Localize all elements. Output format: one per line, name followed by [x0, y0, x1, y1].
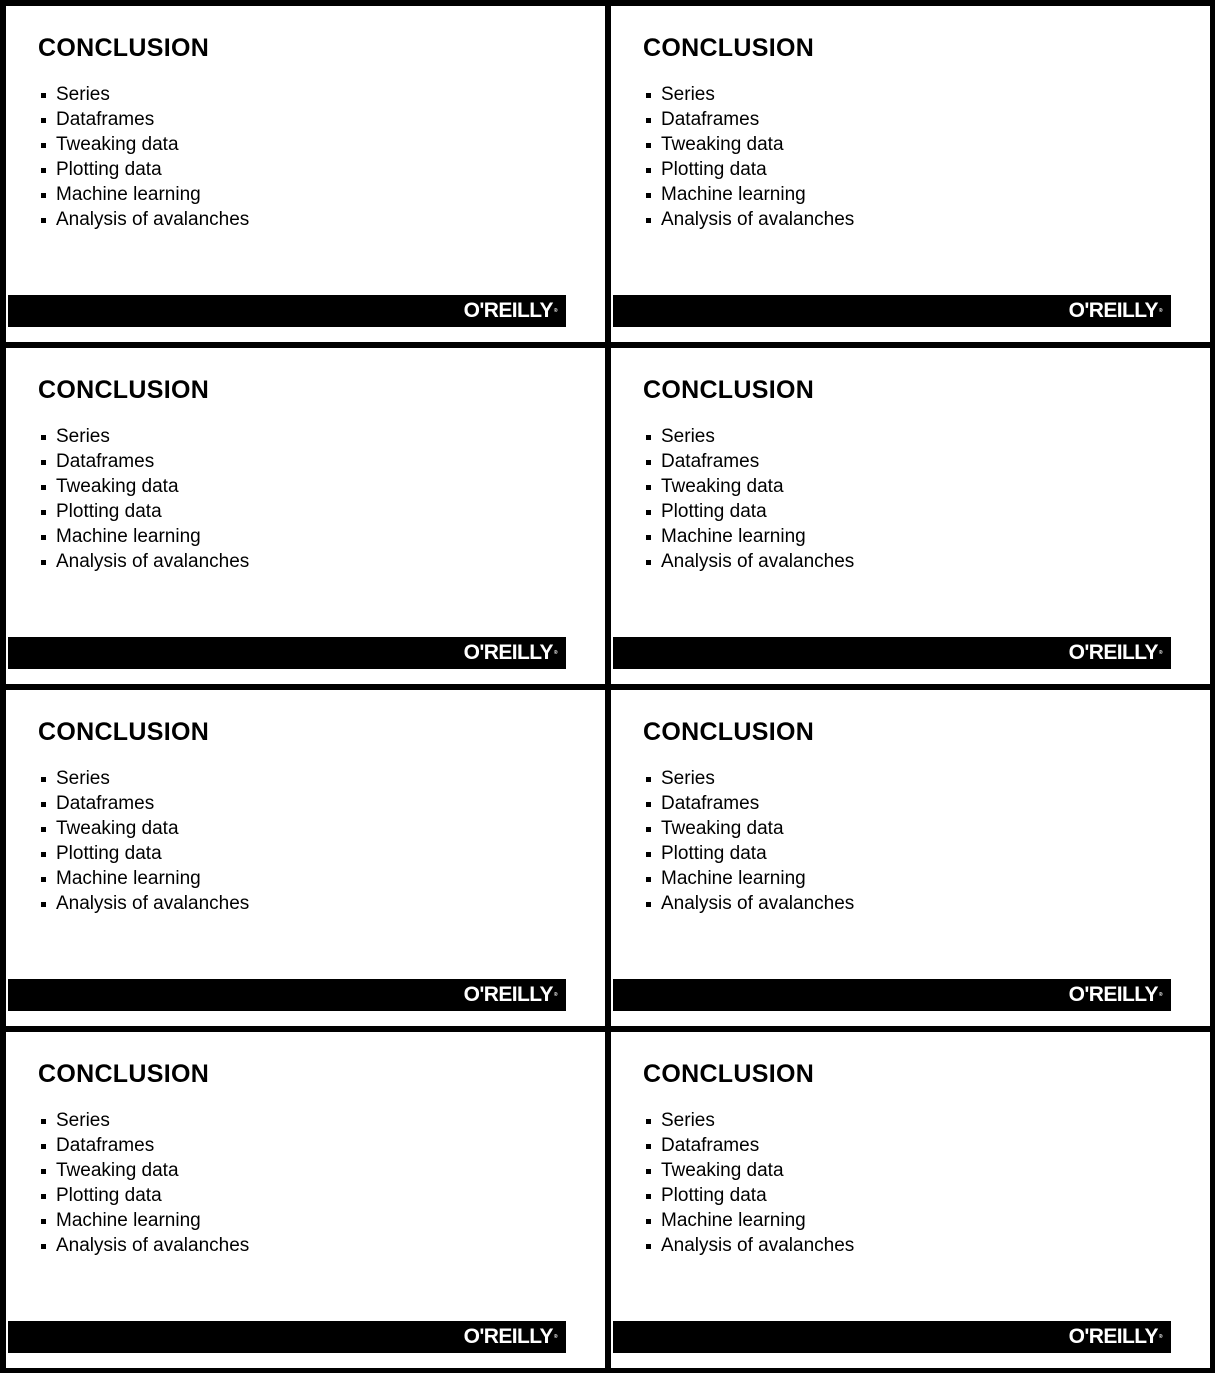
bullet-text: Tweaking data [661, 134, 784, 155]
bullet-item [645, 1208, 854, 1233]
bullet-text: Analysis of avalanches [661, 209, 855, 230]
bullet-text: Tweaking data [56, 476, 179, 497]
bullet-item [645, 816, 854, 841]
logo-text: O'REILLY [463, 1325, 553, 1348]
slide-thumbnail[interactable] [611, 6, 1210, 342]
bullet-item [645, 182, 854, 207]
trademark-mark: ® [1158, 308, 1162, 314]
bullet-item [645, 766, 854, 791]
square-bullet-icon [646, 510, 651, 515]
logo-text: O'REILLY [1068, 983, 1158, 1006]
square-bullet-icon [41, 460, 46, 465]
bullet-item [645, 549, 854, 574]
square-bullet-icon [646, 1169, 651, 1174]
bullet-text: Machine learning [56, 1210, 201, 1231]
oreilly-logo [464, 641, 557, 665]
bullet-text: Series [661, 768, 715, 789]
bullet-text: Plotting data [661, 159, 767, 180]
bullet-item [40, 1133, 249, 1158]
square-bullet-icon [646, 1119, 651, 1124]
slide-thumbnail[interactable] [611, 1032, 1210, 1368]
bullet-text: Series [661, 84, 715, 105]
bullet-text: Dataframes [661, 451, 760, 472]
logo-text: O'REILLY [1068, 1325, 1158, 1348]
slide-thumbnail[interactable] [6, 6, 605, 342]
logo-text: O'REILLY [463, 299, 553, 322]
bullet-text: Tweaking data [661, 818, 784, 839]
square-bullet-icon [646, 143, 651, 148]
bullet-text: Analysis of avalanches [661, 893, 855, 914]
bullet-text: Dataframes [56, 451, 155, 472]
trademark-mark: ® [553, 308, 557, 314]
bullet-text: Tweaking data [56, 1160, 179, 1181]
bullet-item [645, 424, 854, 449]
footer-bar [613, 637, 1171, 669]
square-bullet-icon [646, 1244, 651, 1249]
bullet-text: Tweaking data [661, 1160, 784, 1181]
bullet-list [645, 766, 854, 916]
bullet-item [645, 132, 854, 157]
bullet-text: Machine learning [56, 868, 201, 889]
bullet-item [40, 132, 249, 157]
bullet-text: Dataframes [661, 1135, 760, 1156]
square-bullet-icon [41, 777, 46, 782]
square-bullet-icon [646, 435, 651, 440]
bullet-item [40, 816, 249, 841]
logo-text: O'REILLY [463, 983, 553, 1006]
bullet-item [645, 866, 854, 891]
bullet-text: Machine learning [56, 184, 201, 205]
square-bullet-icon [646, 168, 651, 173]
trademark-mark: ® [553, 1334, 557, 1340]
bullet-item [40, 549, 249, 574]
bullet-text: Dataframes [661, 793, 760, 814]
bullet-item [40, 1158, 249, 1183]
trademark-mark: ® [1158, 650, 1162, 656]
oreilly-logo [1069, 641, 1162, 665]
square-bullet-icon [646, 193, 651, 198]
square-bullet-icon [646, 485, 651, 490]
slide-title: CONCLUSION [643, 1060, 815, 1088]
bullet-list [645, 424, 854, 574]
bullet-item [645, 1108, 854, 1133]
square-bullet-icon [646, 1219, 651, 1224]
bullet-item [40, 1208, 249, 1233]
square-bullet-icon [646, 118, 651, 123]
logo-text: O'REILLY [463, 641, 553, 664]
bullet-item [40, 499, 249, 524]
bullet-item [645, 207, 854, 232]
oreilly-logo [464, 1325, 557, 1349]
bullet-item [40, 424, 249, 449]
square-bullet-icon [646, 218, 651, 223]
bullet-text: Machine learning [661, 868, 806, 889]
bullet-text: Series [661, 426, 715, 447]
bullet-text: Analysis of avalanches [56, 1235, 250, 1256]
square-bullet-icon [41, 168, 46, 173]
bullet-item [40, 474, 249, 499]
square-bullet-icon [646, 802, 651, 807]
oreilly-logo [1069, 299, 1162, 323]
square-bullet-icon [41, 510, 46, 515]
bullet-item [40, 1183, 249, 1208]
bullet-text: Dataframes [661, 109, 760, 130]
bullet-text: Tweaking data [661, 476, 784, 497]
square-bullet-icon [41, 902, 46, 907]
oreilly-logo [1069, 1325, 1162, 1349]
bullet-item [40, 866, 249, 891]
slide-thumbnail[interactable] [611, 690, 1210, 1026]
bullet-item [40, 524, 249, 549]
slide-thumbnail[interactable] [6, 690, 605, 1026]
bullet-list [40, 82, 249, 232]
slide-title: CONCLUSION [38, 1060, 210, 1088]
bullet-item [645, 841, 854, 866]
oreilly-logo [1069, 983, 1162, 1007]
square-bullet-icon [41, 485, 46, 490]
oreilly-logo [464, 299, 557, 323]
bullet-list [645, 1108, 854, 1258]
square-bullet-icon [41, 93, 46, 98]
bullet-item [40, 841, 249, 866]
square-bullet-icon [41, 193, 46, 198]
bullet-item [40, 182, 249, 207]
bullet-text: Plotting data [56, 501, 162, 522]
slide-thumbnail[interactable] [6, 1032, 605, 1368]
bullet-item [40, 1233, 249, 1258]
bullet-item [645, 449, 854, 474]
square-bullet-icon [41, 218, 46, 223]
trademark-mark: ® [1158, 1334, 1162, 1340]
bullet-item [645, 1183, 854, 1208]
footer-bar [8, 295, 566, 327]
bullet-item [40, 449, 249, 474]
square-bullet-icon [646, 535, 651, 540]
bullet-text: Series [56, 426, 110, 447]
bullet-item [645, 499, 854, 524]
bullet-item [645, 791, 854, 816]
slide-title: CONCLUSION [643, 376, 815, 404]
bullet-text: Series [56, 84, 110, 105]
bullet-text: Machine learning [661, 526, 806, 547]
footer-bar [8, 1321, 566, 1353]
bullet-list [40, 1108, 249, 1258]
bullet-item [40, 791, 249, 816]
square-bullet-icon [41, 1144, 46, 1149]
square-bullet-icon [41, 1169, 46, 1174]
square-bullet-icon [646, 902, 651, 907]
bullet-text: Machine learning [56, 526, 201, 547]
square-bullet-icon [646, 93, 651, 98]
bullet-list [645, 82, 854, 232]
slide-title: CONCLUSION [38, 376, 210, 404]
footer-bar [613, 295, 1171, 327]
bullet-text: Series [56, 1110, 110, 1131]
bullet-item [40, 107, 249, 132]
slide-title: CONCLUSION [643, 718, 815, 746]
square-bullet-icon [646, 460, 651, 465]
square-bullet-icon [41, 143, 46, 148]
bullet-text: Tweaking data [56, 134, 179, 155]
square-bullet-icon [41, 827, 46, 832]
slide-title: CONCLUSION [643, 34, 815, 62]
bullet-item [645, 107, 854, 132]
bullet-text: Series [56, 768, 110, 789]
square-bullet-icon [646, 852, 651, 857]
bullet-text: Dataframes [56, 109, 155, 130]
bullet-item [40, 157, 249, 182]
bullet-text: Dataframes [56, 793, 155, 814]
bullet-text: Tweaking data [56, 818, 179, 839]
bullet-text: Analysis of avalanches [56, 209, 250, 230]
bullet-text: Analysis of avalanches [661, 551, 855, 572]
bullet-item [645, 891, 854, 916]
slide-thumbnail[interactable] [611, 348, 1210, 684]
square-bullet-icon [646, 1144, 651, 1149]
square-bullet-icon [41, 560, 46, 565]
bullet-text: Dataframes [56, 1135, 155, 1156]
square-bullet-icon [41, 1244, 46, 1249]
bullet-list [40, 424, 249, 574]
bullet-text: Series [661, 1110, 715, 1131]
bullet-text: Analysis of avalanches [661, 1235, 855, 1256]
square-bullet-icon [41, 535, 46, 540]
slide-title: CONCLUSION [38, 34, 210, 62]
bullet-item [40, 766, 249, 791]
oreilly-logo [464, 983, 557, 1007]
footer-bar [8, 637, 566, 669]
logo-text: O'REILLY [1068, 641, 1158, 664]
bullet-text: Plotting data [56, 159, 162, 180]
square-bullet-icon [41, 435, 46, 440]
trademark-mark: ® [1158, 992, 1162, 998]
bullet-item [645, 524, 854, 549]
bullet-item [645, 1133, 854, 1158]
bullet-item [645, 474, 854, 499]
trademark-mark: ® [553, 650, 557, 656]
bullet-text: Plotting data [56, 1185, 162, 1206]
square-bullet-icon [41, 852, 46, 857]
bullet-text: Plotting data [661, 501, 767, 522]
square-bullet-icon [41, 802, 46, 807]
trademark-mark: ® [553, 992, 557, 998]
square-bullet-icon [41, 118, 46, 123]
square-bullet-icon [41, 877, 46, 882]
footer-bar [8, 979, 566, 1011]
square-bullet-icon [646, 877, 651, 882]
bullet-item [645, 157, 854, 182]
bullet-text: Machine learning [661, 184, 806, 205]
slide-title: CONCLUSION [38, 718, 210, 746]
bullet-item [645, 82, 854, 107]
square-bullet-icon [646, 827, 651, 832]
square-bullet-icon [646, 560, 651, 565]
bullet-item [40, 207, 249, 232]
slide-thumbnail[interactable] [6, 348, 605, 684]
square-bullet-icon [646, 777, 651, 782]
logo-text: O'REILLY [1068, 299, 1158, 322]
bullet-text: Machine learning [661, 1210, 806, 1231]
bullet-text: Plotting data [661, 843, 767, 864]
bullet-item [40, 891, 249, 916]
bullet-list [40, 766, 249, 916]
square-bullet-icon [41, 1119, 46, 1124]
footer-bar [613, 1321, 1171, 1353]
footer-bar [613, 979, 1171, 1011]
bullet-text: Plotting data [56, 843, 162, 864]
bullet-text: Plotting data [661, 1185, 767, 1206]
bullet-item [645, 1233, 854, 1258]
square-bullet-icon [41, 1219, 46, 1224]
square-bullet-icon [646, 1194, 651, 1199]
bullet-item [645, 1158, 854, 1183]
bullet-item [40, 82, 249, 107]
bullet-item [40, 1108, 249, 1133]
bullet-text: Analysis of avalanches [56, 893, 250, 914]
bullet-text: Analysis of avalanches [56, 551, 250, 572]
square-bullet-icon [41, 1194, 46, 1199]
